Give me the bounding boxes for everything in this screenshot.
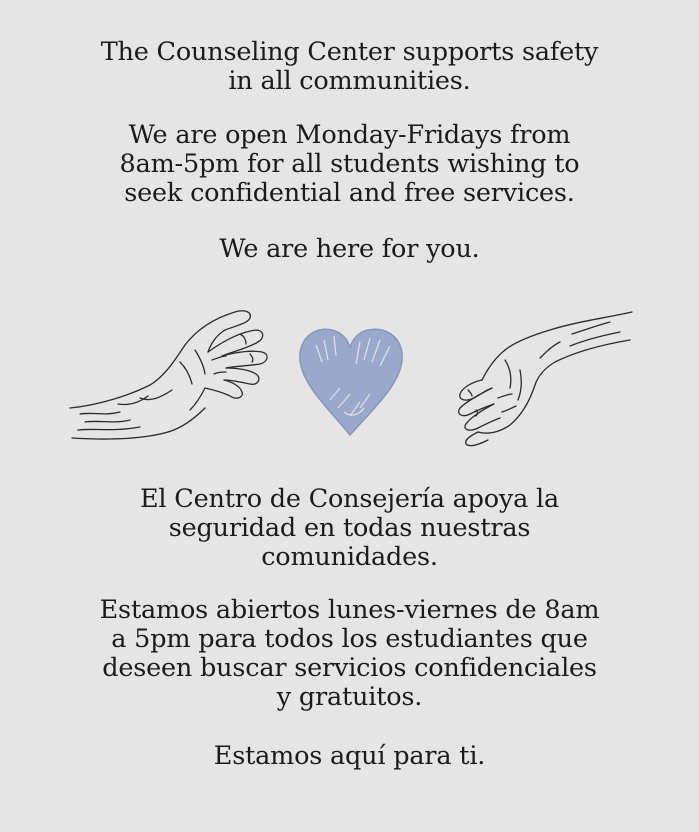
spanish-closing bbox=[0, 742, 699, 771]
text-line: y gratuitos. bbox=[276, 682, 423, 712]
text-line: in all communities. bbox=[228, 66, 471, 96]
text-line: El Centro de Consejería apoya la bbox=[140, 484, 559, 514]
spanish-intro bbox=[0, 485, 699, 572]
text-line: We are open Monday-Fridays from bbox=[128, 120, 571, 150]
english-hours bbox=[0, 121, 699, 208]
open-hand-icon bbox=[459, 312, 632, 446]
text-line: deseen buscar servicios confidenciales bbox=[102, 653, 597, 683]
text-line: seguridad en todas nuestras bbox=[168, 513, 531, 543]
text-line: Estamos abiertos lunes-viernes de 8am bbox=[99, 595, 600, 625]
text-line: Estamos aquí para ti. bbox=[213, 741, 486, 771]
text-line: seek confidential and free services. bbox=[124, 178, 575, 208]
text-line: 8am-5pm for all students wishing to bbox=[119, 149, 580, 179]
spanish-hours bbox=[0, 596, 699, 712]
text-line: comunidades. bbox=[261, 542, 438, 572]
text-line: a 5pm para todos los estudiantes que bbox=[111, 624, 588, 654]
text-line: The Counseling Center supports safety bbox=[100, 37, 599, 67]
heart-icon bbox=[300, 329, 402, 435]
illustration bbox=[0, 290, 699, 470]
text-line: We are here for you. bbox=[219, 234, 480, 264]
hand-reaching-icon bbox=[70, 311, 267, 439]
english-intro bbox=[0, 38, 699, 96]
english-closing bbox=[0, 235, 699, 264]
